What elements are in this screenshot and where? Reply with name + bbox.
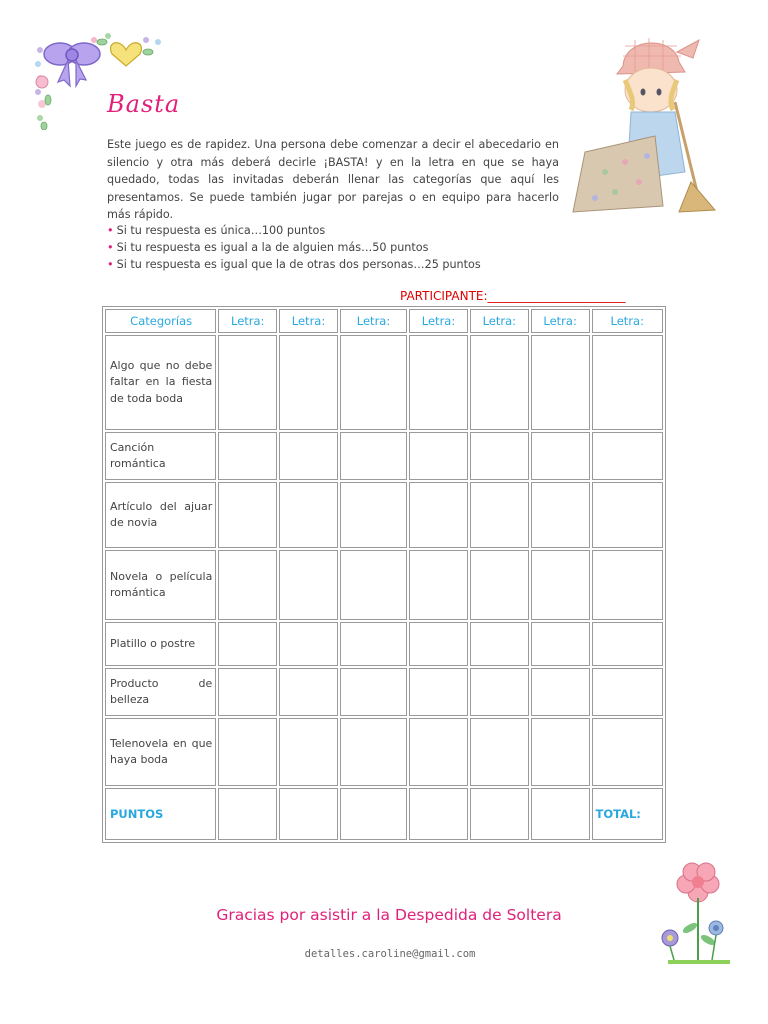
answer-cell[interactable] — [592, 622, 664, 666]
category-cell: Platillo o postre — [105, 622, 216, 666]
answer-cell[interactable] — [592, 718, 664, 786]
letter-header: Letra: — [531, 309, 590, 333]
contact-email: detalles.caroline@gmail.com — [304, 948, 476, 960]
letter-header: Letra: — [340, 309, 407, 333]
category-cell: Telenovela en que haya boda — [105, 718, 216, 786]
points-cell[interactable] — [340, 788, 407, 840]
points-label: PUNTOS — [105, 788, 216, 840]
answer-cell[interactable] — [218, 622, 277, 666]
answer-cell[interactable] — [409, 718, 468, 786]
answer-cell[interactable] — [592, 482, 664, 548]
answer-cell[interactable] — [409, 550, 468, 620]
answer-cell[interactable] — [279, 482, 338, 548]
answer-cell[interactable] — [531, 482, 590, 548]
answer-cell[interactable] — [279, 550, 338, 620]
answer-cell[interactable] — [340, 668, 407, 716]
category-cell: Artículo del ajuar de novia — [105, 482, 216, 548]
rule-text: Si tu respuesta es igual que la de otras dos personas…25 puntos — [116, 258, 481, 271]
answer-cell[interactable] — [531, 432, 590, 480]
bullet-icon: • — [107, 224, 114, 237]
category-cell: Novela o película romántica — [105, 550, 216, 620]
answer-cell[interactable] — [531, 718, 590, 786]
answer-cell[interactable] — [218, 668, 277, 716]
answer-cell[interactable] — [218, 550, 277, 620]
answer-cell[interactable] — [409, 432, 468, 480]
bullet-icon: • — [107, 241, 114, 254]
rule-text: Si tu respuesta es igual a la de alguien más…50 puntos — [116, 241, 429, 254]
table-row — [105, 432, 663, 480]
answer-cell[interactable] — [279, 432, 338, 480]
answer-cell[interactable] — [218, 335, 277, 430]
rule-item — [107, 256, 567, 273]
answer-cell[interactable] — [470, 482, 529, 548]
answer-cell[interactable] — [218, 432, 277, 480]
total-label: TOTAL: — [592, 788, 664, 840]
answer-cell[interactable] — [340, 482, 407, 548]
pink-flower-icon — [36, 76, 48, 88]
table-row — [105, 668, 663, 716]
participant-name-line: PARTICIPANTE:_______________________ — [400, 289, 626, 303]
bow-icon — [44, 43, 100, 86]
table-row — [105, 550, 663, 620]
page-title: Basta — [107, 90, 181, 118]
answer-cell[interactable] — [279, 622, 338, 666]
points-cell[interactable] — [470, 788, 529, 840]
answer-cell[interactable] — [531, 550, 590, 620]
thanks-message: Gracias por asistir a la Despedida de Soltera — [216, 906, 562, 924]
table-row — [105, 482, 663, 548]
scoring-rules — [107, 222, 567, 273]
answer-cell[interactable] — [470, 668, 529, 716]
points-row — [105, 788, 663, 840]
answer-cell[interactable] — [340, 622, 407, 666]
answer-cell[interactable] — [592, 550, 664, 620]
answer-cell[interactable] — [279, 335, 338, 430]
points-cell[interactable] — [218, 788, 277, 840]
answer-cell[interactable] — [531, 622, 590, 666]
answer-cell[interactable] — [340, 432, 407, 480]
answer-cell[interactable] — [340, 718, 407, 786]
answer-cell[interactable] — [470, 432, 529, 480]
categories-header: Categorías — [105, 309, 216, 333]
letter-header: Letra: — [470, 309, 529, 333]
ground-line — [668, 960, 730, 964]
answer-cell[interactable] — [409, 482, 468, 548]
answer-cell[interactable] — [531, 335, 590, 430]
answer-cell[interactable] — [279, 668, 338, 716]
table-row — [105, 335, 663, 430]
points-cell[interactable] — [531, 788, 590, 840]
category-cell: Canción romántica — [105, 432, 216, 480]
category-cell: Algo que no debe faltar en la fiesta de toda boda — [105, 335, 216, 430]
answer-cell[interactable] — [340, 550, 407, 620]
rule-item — [107, 239, 567, 256]
table-row — [105, 718, 663, 786]
heart-icon — [111, 43, 142, 66]
points-cell[interactable] — [409, 788, 468, 840]
answer-cell[interactable] — [592, 432, 664, 480]
answer-cell[interactable] — [592, 335, 664, 430]
answer-cell[interactable] — [531, 668, 590, 716]
answer-cell[interactable] — [279, 718, 338, 786]
answer-cell[interactable] — [409, 335, 468, 430]
answer-cell[interactable] — [470, 335, 529, 430]
game-table — [102, 306, 666, 843]
answer-cell[interactable] — [340, 335, 407, 430]
points-cell[interactable] — [279, 788, 338, 840]
answer-cell[interactable] — [409, 668, 468, 716]
letter-header: Letra: — [592, 309, 664, 333]
bullet-icon: • — [107, 258, 114, 271]
table-row — [105, 622, 663, 666]
letter-header: Letra: — [409, 309, 468, 333]
answer-cell[interactable] — [218, 718, 277, 786]
answer-cell[interactable] — [470, 622, 529, 666]
flower-icon — [677, 863, 719, 902]
answer-cell[interactable] — [218, 482, 277, 548]
girl-with-broom-illustration — [565, 32, 725, 217]
answer-cell[interactable] — [470, 550, 529, 620]
letter-header: Letra: — [218, 309, 277, 333]
answer-cell[interactable] — [409, 622, 468, 666]
rule-item — [107, 222, 567, 239]
rule-text: Si tu respuesta es única…100 puntos — [116, 224, 326, 237]
table-header-row — [105, 309, 663, 333]
category-cell: Producto de belleza — [105, 668, 216, 716]
letter-header: Letra: — [279, 309, 338, 333]
intro-paragraph: Este juego es de rapidez. Una persona debe comenzar a decir el abecedario en silencio y otra más deberá decirle ¡BASTA! y en la letra en que se haya quedado, todas las invitadas deberán llenar las categorías que aquí les presentamos. Se puede también jugar por parejas o en equipo para hacerlo más rápido. — [107, 138, 559, 221]
answer-cell[interactable] — [470, 718, 529, 786]
answer-cell[interactable] — [592, 668, 664, 716]
